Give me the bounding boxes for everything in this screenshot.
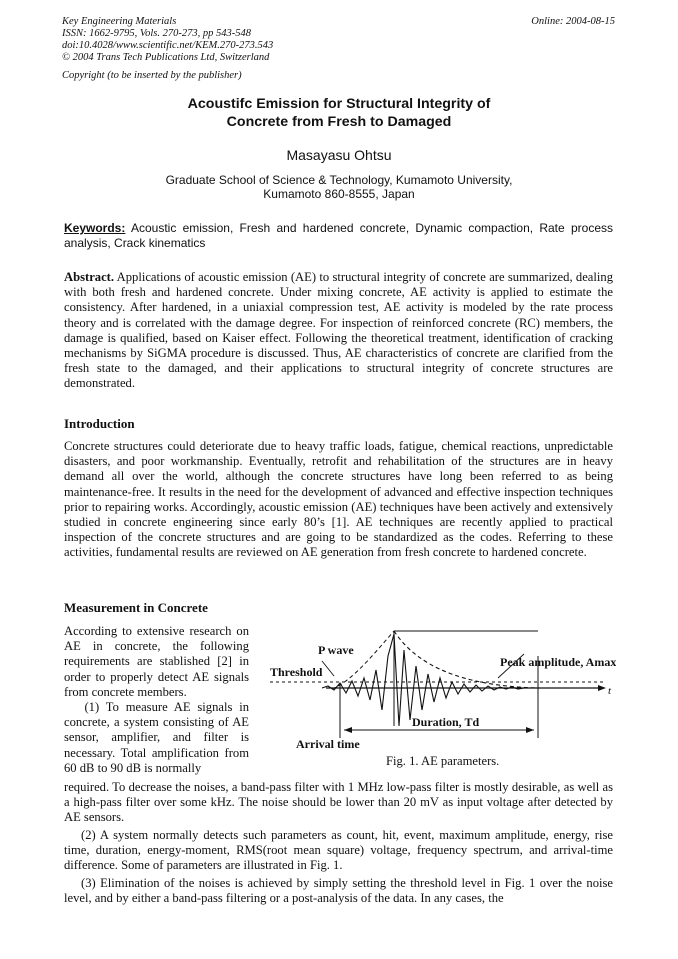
fig-label-t: t	[608, 685, 612, 697]
fig-label-threshold: Threshold	[270, 665, 323, 679]
ae-parameters-figure	[262, 626, 616, 756]
measure-paragraph-2a: (1) To measure AE signals in concrete, a system consisting of AE sensor, amplifier, and filter is necessary. Total amplification from 60 dB to 90 dB is normally	[64, 700, 250, 775]
fig-label-arrival: Arrival time	[296, 737, 360, 751]
intro-paragraph: Concrete structures could deteriorate due to heavy traffic loads, fatigue, chemical reactions, unpredictable disasters, and poor workmanship. Eventually, retrofit and rehabilitation of the structures are in heavy demand all over the world, although the concrete structures have long been referred to as being maintenance-free. It results in the need for the development of advanced and effective inspection techniques prior to repairing works. Accordingly, acoustic emission (AE) techniques have been actively and extensively studied in concrete engineering since early 80’s [1]. AE techniques are recently applied to practical inspection of the concrete structures and are going to be standardized as the codes. Referring to these activities, fundamental results are reviewed on AE generation from fresh concrete to hardened concrete.	[64, 439, 613, 560]
keywords	[64, 221, 613, 250]
fig-label-peak: Peak amplitude, Amax	[500, 655, 616, 669]
title-line-1: Acoustifc Emission for Structural Integrity of	[187, 96, 491, 112]
title-line-2: Concrete from Fresh to Damaged	[226, 113, 452, 130]
fig-label-pwave: P wave	[318, 643, 354, 657]
journal-header	[62, 16, 615, 64]
journal-name: Key Engineering Materials	[62, 16, 177, 27]
measure-heading: Measurement in Concrete	[64, 600, 208, 615]
measure-paragraph-2b: required. To decrease the noises, a band-pass filter with 1 MHz low-pass filter is mostly desirable, as well as a high-pass filter over some kHz. The noise should be lower than 20 mV as input voltage after detected by AE sensors.	[64, 780, 613, 825]
paper-title	[0, 96, 678, 131]
affiliation	[0, 173, 678, 201]
keywords-text: Acoustic emission, Fresh and hardened concrete, Dynamic compaction, Rate process analysis, Crack kinematics	[64, 221, 613, 250]
online-date: Online: 2004-08-15	[531, 16, 615, 27]
copyright-line: © 2004 Trans Tech Publications Ltd, Switzerland	[62, 52, 270, 63]
affiliation-line-2: Kumamoto 860-8555, Japan	[263, 187, 415, 201]
abstract-label: Abstract.	[64, 270, 115, 284]
measure-paragraph-3: (2) A system normally detects such parameters as count, hit, event, maximum amplitude, energy, rise time, duration, energy-moment, RMS(root mean square) voltage, frequency spectrum, and arrival-time difference. Some of parameters are illustrated in Fig. 1.	[64, 828, 613, 873]
author-name: Masayasu Ohtsu	[286, 147, 392, 163]
fig-label-duration: Duration, Td	[412, 715, 480, 729]
measure-paragraph-4: (3) Elimination of the noises is achieved by simply setting the threshold level in Fig. 1 over the noise level, and by either a band-pass filtering or a post-analysis of the data. In any cases, the	[64, 876, 613, 906]
abstract-text: Applications of acoustic emission (AE) to structural integrity of concrete are summarized, dealing with both fresh and hardened concrete. Under mixing concrete, AE activity is applied to estimate the consistency. After hardened, in a uniaxial compression test, AE activity is modeled by the rate process theory and is correlated with the damage degree. For inspection of reinforced concrete (RC) members, the damage is qualified, based on Kaiser effect. Following the theoretical treatment, identification of cracking mechanisms by SiGMA procedure is discussed. Thus, AE characteristics of concrete are clarified from the fresh state to the damaged, and their applications to structural integrity of concrete structures are demonstrated.	[64, 270, 613, 391]
keywords-label: Keywords:	[64, 221, 126, 235]
abstract	[64, 270, 613, 392]
figure-caption: Fig. 1. AE parameters.	[386, 754, 500, 768]
measure-paragraph-1: According to extensive research on AE in concrete, the following requirements are stablished [2] in order to properly detect AE signals from concrete members.	[64, 624, 249, 699]
measure-text-narrow	[64, 624, 249, 776]
copyright-note: Copyright (to be inserted by the publisher)	[62, 70, 242, 81]
doi-line: doi:10.4028/www.scientific.net/KEM.270-273.543	[62, 40, 274, 51]
intro-heading: Introduction	[64, 416, 135, 431]
affiliation-line-1: Graduate School of Science & Technology, Kumamoto University,	[165, 173, 513, 187]
issn-line: ISSN: 1662-9795, Vols. 270-273, pp 543-548	[62, 28, 251, 39]
